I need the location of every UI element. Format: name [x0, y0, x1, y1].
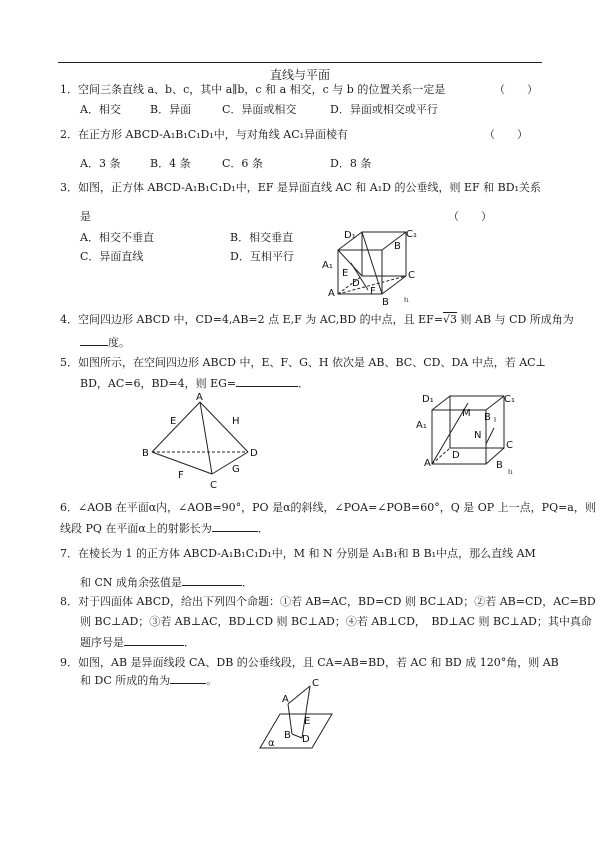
q3-label-e: E	[342, 268, 349, 279]
q7-text-b: ．	[242, 576, 254, 589]
segment-ac	[288, 686, 310, 704]
q5-text-line1: 5．如图所示，在空间四边形 ABCD 中，E、F、G、H 依次是 AB、BC、CD、DA 中点，若 AC⊥	[60, 356, 546, 369]
q7-answer-blank[interactable]	[182, 574, 242, 586]
q3-label-c1: C₁	[406, 229, 417, 240]
q7-label-d1: D₁	[422, 394, 434, 405]
q7-label-a1: A₁	[416, 420, 427, 431]
segment-cd	[302, 686, 310, 738]
q7-label-c1: C₁	[504, 394, 515, 405]
q7-text-a: 和 CN 成角余弦值是	[80, 576, 183, 589]
q7-label-m: M	[462, 408, 471, 419]
q9-label-a: A	[282, 694, 289, 705]
q6-text-line2	[60, 520, 269, 536]
q9-answer-blank[interactable]	[170, 672, 206, 684]
q5-label-h: H	[232, 416, 240, 427]
q4-text-a: 4．空间四边形 ABCD 中，CD=4,AB=2 点 E,F 为 AC,BD 的中点，且 EF=	[60, 313, 444, 326]
q2-answer-paren: （ ）	[484, 128, 528, 141]
q1-option-b: B．异面	[150, 103, 192, 116]
q4-text-line1	[60, 312, 574, 327]
q5-answer-blank[interactable]	[236, 375, 298, 387]
q5-label-g: G	[232, 464, 240, 475]
q3-label-d: D	[352, 278, 360, 289]
q7-label-b-bottom: B	[496, 460, 503, 471]
q5-tetrahedron-figure	[140, 392, 270, 490]
q5-label-f: F	[178, 470, 184, 481]
q1-option-d: D．异面或相交或平行	[330, 103, 438, 116]
q7-label-a: A	[424, 458, 431, 469]
q2-text: 2．在正方形 ABCD-A₁B₁C₁D₁中，与对角线 AC₁异面棱有	[60, 128, 349, 141]
q3-cube-figure	[318, 226, 428, 306]
segment-bd	[292, 734, 302, 738]
q8-answer-blank[interactable]	[124, 634, 184, 646]
q3-option-b: B．相交垂直	[230, 231, 294, 244]
q7-label-c: C	[506, 440, 513, 451]
q7-label-i: I	[494, 416, 497, 424]
q3-option-a: A．相交不垂直	[80, 231, 154, 244]
q9-label-d: D	[302, 734, 310, 745]
q8-text-b: ．	[184, 636, 195, 649]
q3-text-line1: 3．如图，正方体 ABCD-A₁B₁C₁D₁中，EF 是异面直线 AC 和 A₁D 的公垂线，则 EF 和 BD₁关系	[60, 181, 541, 194]
q9-text-line1: 9．如图，AB 是异面线段 CA、DB 的公垂线段，且 CA=AB=BD，若 AC 和 BD 成 120°角，则 AB	[60, 656, 559, 669]
q3-label-a1: A₁	[322, 260, 333, 271]
q3-label-b-bottom: B	[382, 297, 389, 308]
q9-label-alpha: α	[268, 738, 275, 749]
q3-label-c: C	[408, 270, 415, 281]
q2-option-a: A．3 条	[80, 157, 121, 170]
q3-label-d1: D₁	[344, 230, 356, 241]
q5-label-d: D	[250, 448, 258, 459]
q8-text-line3	[80, 634, 195, 650]
q3-option-c: C．异面直线	[80, 250, 144, 263]
q5-label-a: A	[196, 392, 203, 403]
q7-label-i1: I₁	[508, 468, 513, 476]
q3-text-line2: 是	[80, 210, 91, 223]
q4-sqrt: √3	[443, 313, 458, 326]
q9-label-e: E	[304, 716, 311, 727]
q3-answer-paren: （ ）	[448, 210, 492, 223]
q5-text-b: ．	[298, 377, 310, 390]
q1-text: 1．空间三条直线 a、b、c，其中 a∥b，c 和 a 相交，c 与 b 的位置关系一定是	[60, 83, 446, 96]
q7-label-b: B	[484, 412, 491, 423]
q8-text-a: 题序号是	[80, 636, 124, 649]
q7-cube-figure	[412, 388, 532, 478]
q6-text-a: 线段 PQ 在平面α上的射影长为	[60, 522, 212, 535]
q6-text-line1: 6．∠AOB 在平面α内，∠AOB=90°，PO 是α的斜线，∠POA=∠POB=60°，Q 是 OP 上一点，PQ=a，则	[60, 501, 596, 514]
q9-label-b: B	[284, 730, 291, 741]
q3-option-d: D．互相平行	[230, 250, 294, 263]
q4-text-tail: 度。	[108, 336, 130, 349]
q7-text-line2	[80, 574, 253, 590]
q9-text-line2	[80, 672, 217, 688]
header-rule	[58, 62, 542, 63]
q1-option-c: C．异面或相交	[222, 103, 297, 116]
q6-answer-blank[interactable]	[212, 520, 258, 532]
q1-answer-paren: （ ）	[494, 83, 538, 96]
q4-text-line2	[80, 334, 130, 350]
q4-answer-blank[interactable]	[80, 334, 108, 346]
q4-text-b: 则 AB 与 CD 所成角为	[457, 313, 574, 326]
q8-text-line2: 则 BC⊥AD；③若 AB⊥AC，BD⊥CD 则 BC⊥AD；④若 AB⊥CD， BD⊥AC 则 BC⊥AD；其中真命	[80, 615, 592, 628]
q7-label-d: D	[452, 450, 460, 461]
q3-label-a: A	[328, 288, 335, 299]
q9-label-c: C	[312, 678, 319, 689]
segment-cn	[486, 428, 494, 444]
q8-text-line1: 8．对于四面体 ABCD，给出下列四个命题：①若 AB=AC，BD=CD 则 BC⊥AD；②若 AB=CD，AC=BD	[60, 595, 596, 608]
q1-option-a: A．相交	[80, 103, 121, 116]
q9-text-b: 。	[206, 674, 218, 687]
q9-skew-lines-figure	[258, 676, 338, 752]
q5-label-e: E	[170, 416, 177, 427]
q3-label-i1: I₁	[404, 296, 409, 304]
q5-label-c: C	[210, 480, 217, 491]
q2-option-d: D．8 条	[330, 157, 372, 170]
q9-text-a: 和 DC 所成的角为	[80, 674, 171, 687]
q5-text-a: BD，AC=6，BD=4，则 EG=	[80, 377, 237, 390]
q3-label-b: B	[394, 241, 401, 252]
q3-label-f: F	[370, 286, 376, 297]
q5-label-b: B	[142, 448, 149, 459]
q7-label-n: N	[474, 430, 482, 441]
q2-option-b: B．4 条	[150, 157, 191, 170]
q2-option-c: C．6 条	[222, 157, 263, 170]
page-title: 直线与平面	[269, 68, 330, 82]
q5-text-line2	[80, 375, 309, 391]
q7-text-line1: 7．在棱长为 1 的正方体 ABCD-A₁B₁C₁D₁中，M 和 N 分别是 A₁B₁和 B B₁中点，那么直线 AM	[60, 547, 536, 560]
q6-text-b: ．	[257, 522, 269, 535]
